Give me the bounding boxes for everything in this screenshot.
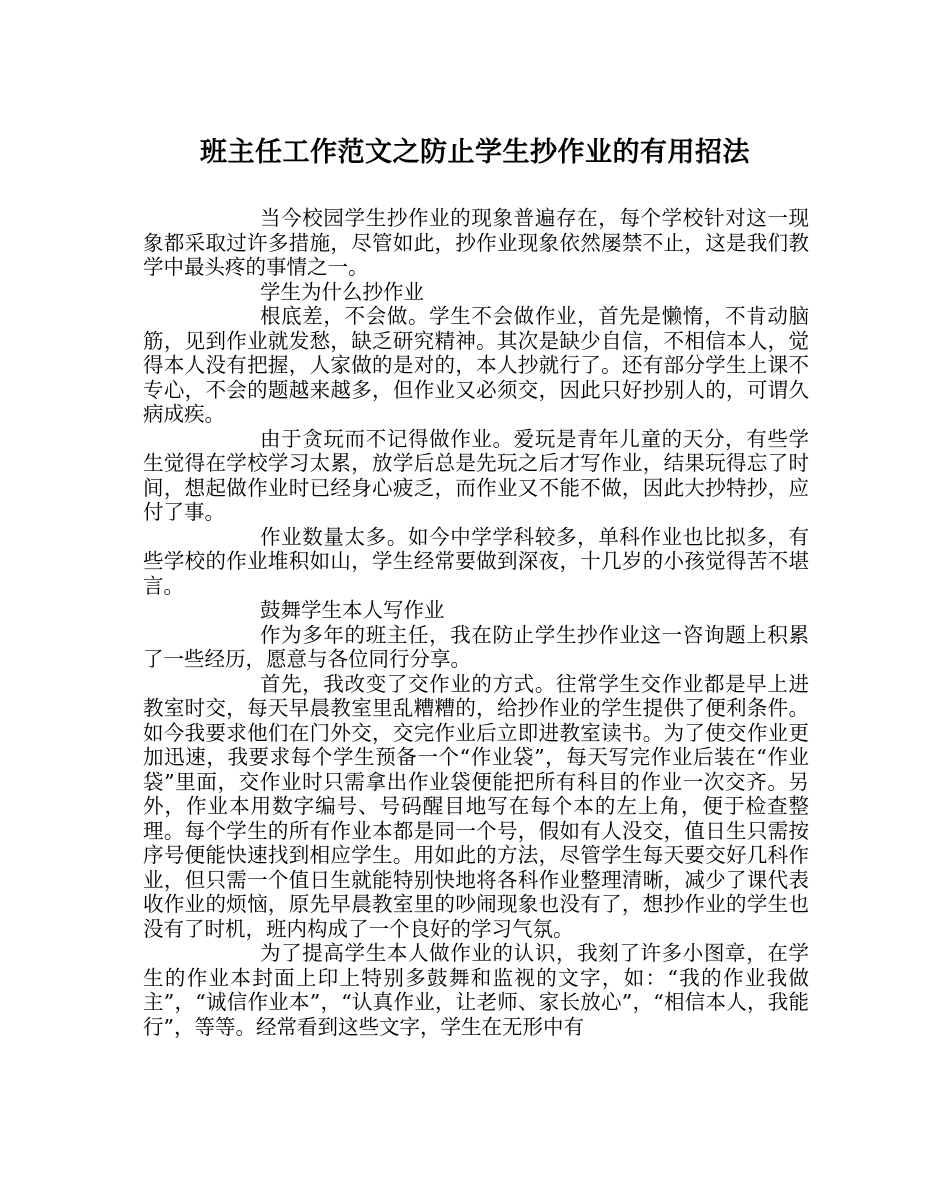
paragraph-intro: 当今校园学生抄作业的现象普遍存在，每个学校针对这一现象都采取过许多措施，尽管如此，抄作业现象依然屡禁不止，这是我们教学中最头疼的事情之一。 bbox=[143, 206, 809, 279]
paragraph-stamps: 为了提高学生本人做作业的认识，我刻了许多小图章，在学生的作业本封面上印上特别多鼓舞和监视的文字，如：“我的作业我做主”，“诚信作业本”，“认真作业，让老师、家长放心”，“相信本人，我能行”，等等。经常看到这些文字，学生在无形中有 bbox=[143, 941, 809, 1039]
section-heading-encourage: 鼓舞学生本人写作业 bbox=[260, 598, 445, 622]
paragraph-experience: 作为多年的班主任，我在防止学生抄作业这一咨询题上积累了一些经历，愿意与各位同行分享。 bbox=[143, 622, 809, 671]
paragraph-submission-method: 首先，我改变了交作业的方式。往常学生交作业都是早上进教室时交，每天早晨教室里乱糟糟的，给抄作业的学生提供了便利条件。如今我要求他们在门外交，交完作业后立即进教室读书。为了使交作业更加迅速，我要求每个学生预备一个“作业袋”，每天写完作业后装在“作业袋”里面，交作业时只需拿出作业袋便能把所有科目的作业一次交齐。另外，作业本用数字编号、号码醒目地写在每个本的左上角，便于检查整理。每个学生的所有作业本都是同一个号，假如有人没交，值日生只需按序号便能快速找到相应学生。用如此的方法，尽管学生每天要交好几科作业，但只需一个值日生就能特别快地将各科作业整理清晰，减少了课代表收作业的烦恼，原先早晨教室里的吵闹现象也没有了，想抄作业的学生也没有了时机，班内构成了一个良好的学习气氛。 bbox=[143, 671, 809, 941]
paragraph-weak-foundation: 根底差，不会做。学生不会做作业，首先是懒惰，不肯动脑筋，见到作业就发愁，缺乏研究精神。其次是缺少自信，不相信本人，觉得本人没有把握，人家做的是对的，本人抄就行了。还有部分学生上课不专心，不会的题越来越多，但作业又必须交，因此只好抄别人的，可谓久病成疾。 bbox=[143, 304, 809, 426]
section-heading-why-copy: 学生为什么抄作业 bbox=[260, 279, 424, 304]
paragraph-playfulness: 由于贪玩而不记得做作业。爱玩是青年儿童的天分，有些学生觉得在学校学习太累，放学后总是先玩之后才写作业，结果玩得忘了时间，想起做作业时已经身心疲乏，而作业又不能不做，因此大抄特抄，应付了事。 bbox=[143, 426, 809, 524]
paragraph-homework-volume: 作业数量太多。如今中学学科较多，单科作业也比拟多，有些学校的作业堆积如山，学生经常要做到深夜，十几岁的小孩觉得苦不堪言。 bbox=[143, 524, 809, 598]
document-title: 班主任工作范文之防止学生抄作业的有用招法 bbox=[200, 137, 750, 168]
document-body bbox=[143, 206, 809, 1039]
